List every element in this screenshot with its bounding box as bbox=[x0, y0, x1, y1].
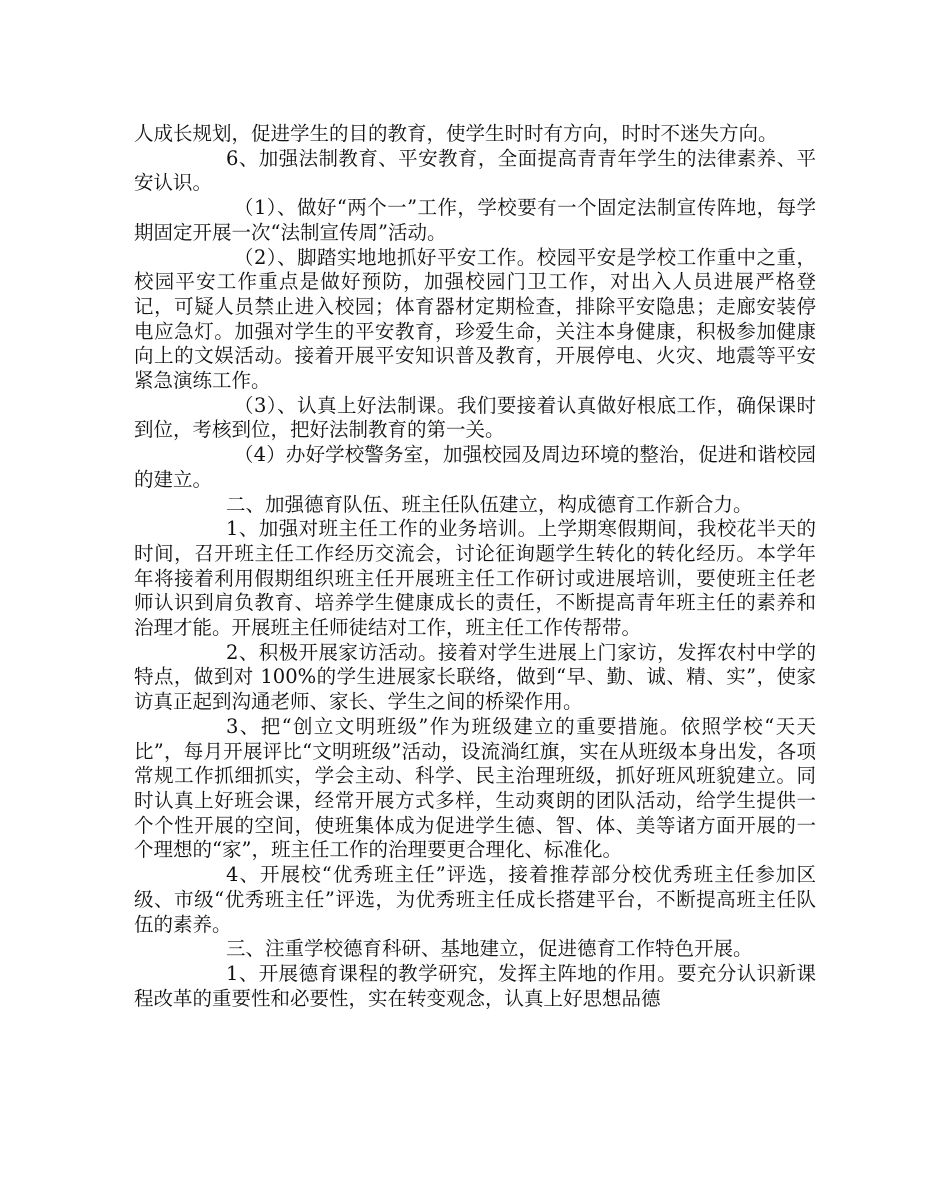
paragraph-12: 三、注重学校德育科研、基地建立，促进德育工作特色开展。 bbox=[226, 937, 753, 961]
paragraph-8: 1、加强对班主任工作的业务培训。上学期寒假期间，我校花半天的时间，召开班主任工作经历交流会，讨论征询题学生转化的转化经历。本学年年将接着利用假期组织班主任开展班主任工作研讨或进展培训，要使班主任老师认识到肩负教育、培养学生健康成长的责任，不断提高青年班主任的素养和治理才能。开展班主任师徒结对工作，班主任工作传帮带。 bbox=[134, 517, 816, 640]
paragraph-4: （2）、脚踏实地地抓好平安工作。校园平安是学校工作重中之重，校园平安工作重点是做好预防，加强校园门卫工作，对出入人员进展严格登记，可疑人员禁止进入校园；体育器材定期检查，排除平安隐患；走廊安装停电应急灯。加强对学生的平安教育，珍爱生命，关注本身健康，积极参加健康向上的文娱活动。接着开展平安知识普及教育，开展停电、火灾、地震等平安紧急演练工作。 bbox=[134, 245, 816, 393]
paragraph-1: 人成长规划，促进学生的目的教育，使学生时时有方向，时时不迷失方向。 bbox=[134, 122, 778, 145]
paragraph-6: （4）办好学校警务室，加强校园及周边环境的整治，促进和谐校园的建立。 bbox=[134, 443, 816, 491]
paragraph-11: 4、开展校“优秀班主任”评选，接着推荐部分校优秀班主任参加区级、市级“优秀班主任”评选，为优秀班主任成长搭建平台，不断提高班主任队伍的素养。 bbox=[134, 863, 816, 936]
paragraph-2: 6、加强法制教育、平安教育，全面提高青青年学生的法律素养、平安认识。 bbox=[134, 146, 816, 195]
paragraph-13: 1、开展德育课程的教学研究，发挥主阵地的作用。要充分认识新课程改革的重要性和必要性，实在转变观念，认真上好思想品德 bbox=[134, 961, 816, 1010]
paragraph-9: 2、积极开展家访活动。接着对学生进展上门家访，发挥农村中学的特点，做到对 100%的学生进展家长联络，做到“早、勤、诚、精、实”，使家访真正起到沟通老师、家长、学生之间的桥梁作用。 bbox=[134, 640, 816, 714]
paragraph-10: 3、把“创立文明班级”作为班级建立的重要措施。依照学校“天天比”，每月开展评比“文明班级”活动，设流淌红旗，实在从班级本身出发，各项常规工作抓细抓实，学会主动、科学、民主治理班级，抓好班风班貌建立。同时认真上好班会课，经常开展方式多样，生动爽朗的团队活动，给学生提供一个个性开展的空间，使班集体成为促进学生德、智、体、美等诸方面开展的一个理想的“家”，班主任工作的治理要更合理化、标准化。 bbox=[134, 714, 816, 862]
paragraph-7: 二、加强德育队伍、班主任队伍建立，构成德育工作新合力。 bbox=[226, 492, 753, 516]
document-page bbox=[134, 122, 816, 1011]
paragraph-3: （1）、做好“两个一”工作，学校要有一个固定法制宣传阵地，每学期固定开展一次“法制宣传周”活动。 bbox=[134, 196, 816, 244]
paragraph-5: （3）、认真上好法制课。我们要接着认真做好根底工作，确保课时到位，考核到位，把好法制教育的第一关。 bbox=[134, 393, 816, 442]
